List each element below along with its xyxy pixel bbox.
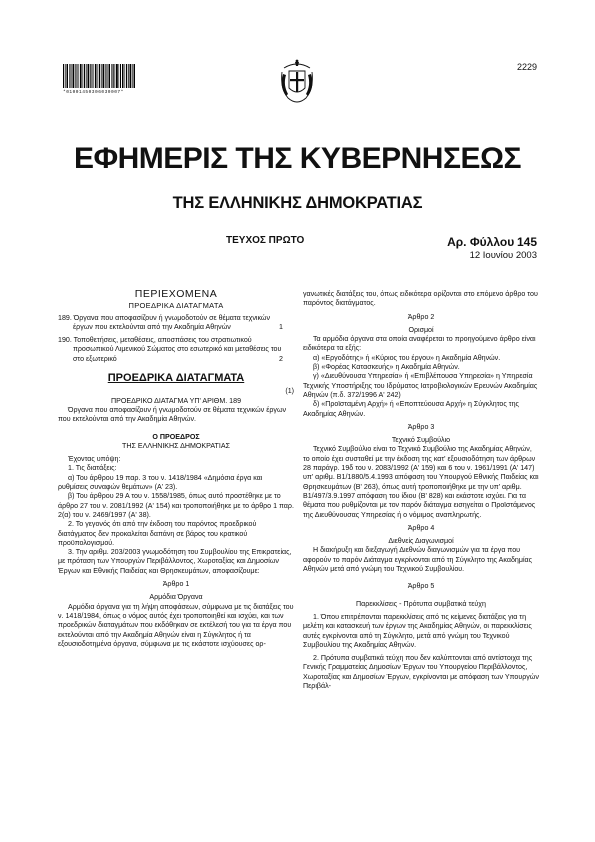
issue-label: ΤΕΥΧΟΣ ΠΡΩΤΟ: [226, 235, 305, 246]
paragraph: Αρμόδια όργανα για τη λήψη αποφάσεων, σύμφωνα με τις διατάξεις του ν. 1418/1984, όπως ο νόμος αυτός έχει τροποποιηθεί και ισχύει, και των προεδρικών διαταγμάτων που εκδόθηκαν σε εκτέλεσή του για τα έργα που εκτελούνται από την Ακαδημία Αθηνών είναι η Σύγκλητος ή τα εξουσιοδοτημένα όργανα, σύμφωνα με τις εκάστοτε ισχύουσες ορ-: [58, 602, 294, 648]
left-column: [58, 290, 294, 649]
article-subtitle: Αρμόδια Όργανα: [149, 593, 203, 602]
gazette-subtitle: ΤΗΣ ΕΛΛΗΝΙΚΗΣ ΔΗΜΟΚΡΑΤΙΑΣ: [172, 194, 423, 212]
decree-heading: ΠΡΟΕΔΡΙΚΟ ΔΙΑΤΑΓΜΑ ΥΠ' ΑΡΙΘΜ. 189: [110, 396, 242, 405]
gazette-title: ΕΦΗΜΕΡΙΣ ΤΗΣ ΚΥΒΕΡΝΗΣΕΩΣ: [73, 142, 522, 175]
paragraph: β) «Φορέας Κατασκευής» η Ακαδημία Αθηνών.: [313, 363, 460, 372]
page-number: 2229: [516, 62, 537, 72]
paragraph: Τα αρμόδια όργανα στα οποία αναφέρεται το προηγούμενο άρθρο είναι ειδικότερα τα εξής:: [303, 335, 536, 353]
paragraph: α) Του άρθρου 19 παρ. 3 του ν. 1418/1984 «Δημόσια έργα και ρυθμίσεις συναφών θεμάτων» (Α' 23).: [58, 473, 263, 492]
paragraph: 1. Όπου επιτρέπονται παρεκκλίσεις από τις κείμενες διατάξεις για τη μελέτη και κατασκευή των έργων της Ακαδημίας Αθηνών, οι παρεκκλίσεις αυτές εγκρίνονται από τη Σύγκλητο, μετά από γνώμη του Τεχνικού Συμβουλίου της Ακαδημίας Αθηνών.: [303, 612, 532, 649]
decree-marker: (1): [285, 387, 294, 396]
paragraph: Η διακήρυξη και διεξαγωγή Διεθνών διαγωνισμών για τα έργα που αφορούν το παρόν Διάταγμα εγκρίνονται από τη Σύγκλητο της Ακαδημίας Αθηνών μετά από γνώμη του Τεχνικού Συμβουλίου.: [303, 546, 533, 574]
paragraph: Τεχνικό Συμβούλιο είναι το Τεχνικό Συμβούλιο της Ακαδημίας Αθηνών, το οποίο έχει συσταθεί με την έκδοση της κατ' εξουσιοδότηση των άρθρων 28 παράγρ. 19δ του ν. 2083/1992 (Α' 159) και 6 του ν. 1961/1991 (Α' 147) υπ' αριθμ. Β1/1880/5.4.1993 απόφαση του Υπουργού Εθνικής Παιδείας και Θρησκευμάτων (Β' 263), όπως αυτή τροποποιήθηκε με την υπ' αριθμ. Β1/497/3.9.1997 απόφαση του ίδιου (Β' 828) και εκάστοτε ισχύει. Για τα θέματα που ρυθμίζονται με τον παρόν διάταγμα εισηγείται ο Προϊστάμενος της Διευθύνουσας Υπηρεσίας ή ο νόμιμος αναπληρωτής.: [303, 445, 539, 519]
issue-date: 12 Ιουνίου 2003: [469, 250, 537, 261]
president-heading-2: ΤΗΣ ΕΛΛΗΝΙΚΗΣ ΔΗΜΟΚΡΑΤΙΑΣ: [122, 441, 230, 450]
president-heading: Ο ΠΡΟΕΔΡΟΣ: [152, 432, 200, 441]
article-title: Άρθρο 4: [407, 523, 435, 532]
greek-coat-of-arms-icon: [278, 58, 316, 108]
article-subtitle: Τεχνικό Συμβούλιο: [391, 436, 451, 445]
article-subtitle: Διεθνείς Διαγωνισμοί: [388, 537, 454, 546]
sheet-label: Αρ. Φύλλου: [447, 235, 515, 249]
article-subtitle: Παρεκκλίσεις - Πρότυπα συμβατικά τεύχη: [356, 599, 486, 608]
article-subtitle: Ορισμοί: [408, 325, 434, 334]
article-title: Άρθρο 2: [407, 312, 435, 321]
paragraph: δ) «Προϊσταμένη Αρχή» ή «Εποπτεύουσα Αρχή» η Σύγκλητος της Ακαδημίας Αθηνών.: [303, 400, 519, 418]
section-title: ΠΡΟΕΔΡΙΚΑ ΔΙΑΤΑΓΜΑΤΑ: [107, 372, 245, 385]
toc-item: 190. Τοποθετήσεις, μεταθέσεις, αποσπάσεις του στρατιωτικού προσωπικού Λιμενικού Σώματος στο εσωτερικό και μεταθέσεις του στο εξωτερικό 2: [58, 336, 294, 364]
paragraph: 2. Το γεγονός ότι από την έκδοση του παρόντος προεδρικού διατάγματος δεν προκαλείται δαπάνη σε βάρος του κρατικού προϋπολογισμού.: [58, 520, 257, 547]
contents-subtitle: ΠΡΟΕΔΡΙΚΑ ΔΙΑΤΑΓΜΑΤΑ: [128, 301, 224, 311]
paragraph: β) Του άρθρου 29 Α του ν. 1558/1985, όπως αυτό προστέθηκε με το άρθρο 27 του ν. 2081/1992 (Α' 154) και τροποποιήθηκε με το άρθρο 1 παρ. 2(α) του ν. 2469/1997 (Α' 38).: [58, 492, 294, 519]
sheet-number: [447, 235, 537, 249]
paragraph: γανωτικές διατάξεις του, όπως ειδικότερα ορίζονται στο επόμενο άρθρο του παρόντος διατάγματος.: [303, 290, 538, 308]
article-title: Άρθρο 3: [407, 422, 435, 431]
article-title: Άρθρο 1: [162, 580, 190, 589]
paragraph: 3. Την αριθμ. 203/2003 γνωμοδότηση του Συμβουλίου της Επικρατείας, με πρόταση των Υπουργών Περιβάλλοντος, Χωροταξίας και Δημοσίων Έργων και Εθνικής Παιδείας και Θρησκευμάτων, αποφασίζουμε:: [58, 548, 292, 575]
toc-item-text: 190. Τοποθετήσεις, μεταθέσεις, αποσπάσεις του στρατιωτικού προσωπικού Λιμενικού Σώματος στο εσωτερικό και μεταθέσεις του στο εξωτερικό: [58, 336, 282, 363]
paragraph: Έχοντας υπόψη:: [68, 455, 121, 464]
decree-subject: Όργανα που αποφασίζουν ή γνωμοδοτούν σε θέματα τεχνικών έργων που εκτελούνται από την Ακαδημία Αθηνών.: [58, 405, 287, 424]
toc-item-text: 189. Όργανα που αποφασίζουν ή γνωμοδοτούν σε θέματα τεχνικών έργων που εκτελούνται από την Ακαδημία Αθηνών: [58, 313, 271, 331]
paragraph: 1. Τις διατάξεις:: [68, 464, 117, 473]
sheet-number-value: 145: [516, 235, 537, 249]
right-column: [303, 290, 539, 691]
paragraph: α) «Εργοδότης» ή «Κύριος του έργου» η Ακαδημία Αθηνών.: [313, 353, 501, 362]
toc-item: 189. Όργανα που αποφασίζουν ή γνωμοδοτούν σε θέματα τεχνικών έργων που εκτελούνται από την Ακαδημία Αθηνών 1: [58, 314, 294, 333]
paragraph: γ) «Διευθύνουσα Υπηρεσία» ή «Επιβλέπουσα Υπηρεσία» η Υπηρεσία Τεχνικής Υποστήριξης του Ιδρύματος Ιατροβιολογικών Ερευνών Ακαδημίας Αθηνών (π.δ. 372/1996 Α' 242): [303, 372, 538, 399]
barcode-number: *01001450306030007*: [63, 90, 124, 95]
contents-title: ΠΕΡΙΕΧΟΜΕΝΑ: [134, 288, 218, 300]
paragraph: 2. Πρότυπα συμβατικά τεύχη που δεν καλύπτονται από αντίστοιχα της Γενικής Γραμματείας Δημοσίων Έργων του Υπουργείου Περιβάλλοντος, Χωροταξίας και Δημοσίων Έργων, εγκρίνονται με απόφαση των Υπουργών Περιβάλ-: [303, 654, 539, 690]
barcode: [63, 64, 135, 88]
article-title: Άρθρο 5: [407, 582, 435, 591]
